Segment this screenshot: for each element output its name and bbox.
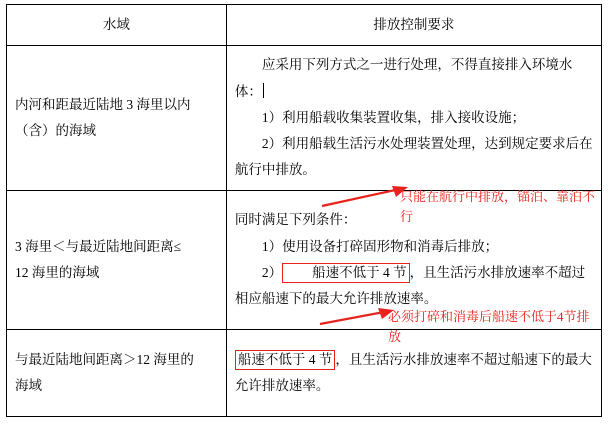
highlight-box-speed: 船速不低于 4 节 xyxy=(235,350,336,370)
highlight-box-speed: 船速不低于 4 节 xyxy=(282,263,410,283)
area-line: 3 海里＜与最近陆地间距离≤ xyxy=(15,238,182,254)
table-header-row xyxy=(7,5,602,46)
cell-area-3 xyxy=(7,330,227,417)
annotation-note-1: 只能在航行中排放，锚泊、靠泊不行 xyxy=(400,189,596,224)
requirement-text: 应采用下列方式之一进行处理，不得直接排入环境水体： xyxy=(234,57,573,99)
requirement-line: 1）使用设备打碎固形物和消毒后排放； xyxy=(261,238,499,254)
area-line: 海域 xyxy=(15,378,42,393)
document-page xyxy=(0,4,608,426)
requirement-line: 同时满足下列条件： xyxy=(234,212,357,228)
text-cursor xyxy=(263,83,264,98)
area-line: 12 海里的海域 xyxy=(15,265,100,280)
area-line: （含）的海域 xyxy=(15,123,96,138)
requirement-line: 1）利用船载收集装置收集，排入接收设施； xyxy=(261,109,526,125)
annotation-arrow-1 xyxy=(318,182,410,212)
cell-area-1 xyxy=(7,46,227,191)
area-line: 内河和距最近陆地 3 海里以内 xyxy=(15,96,191,112)
annotation-note-2: 必须打碎和消毒后船速不低于4节排放 xyxy=(388,309,590,344)
header-cell-requirement: 排放控制要求 xyxy=(226,5,601,46)
area-line: 与最近陆地间距离＞12 海里的 xyxy=(15,351,194,367)
cell-requirement-1 xyxy=(226,46,601,191)
requirement-line: 2）利用船载生活污水处理装置处理，达到规定要求后在航行中排放。 xyxy=(234,136,593,178)
table-row xyxy=(7,46,602,191)
annotation-arrow-2 xyxy=(318,304,396,330)
requirement-line: 船速不低于 4 节 ，且生活污水排放速率不超过船速下的最大允许排放速率。 xyxy=(234,351,592,393)
header-cell-area: 水域 xyxy=(7,5,227,46)
requirement-line: 2） 船速不低于 4 节 ，且生活污水排放速率不超过相应船速下的最大允许排放速率。 xyxy=(234,265,586,307)
requirement-line xyxy=(235,52,593,105)
cell-area-2 xyxy=(7,191,227,330)
